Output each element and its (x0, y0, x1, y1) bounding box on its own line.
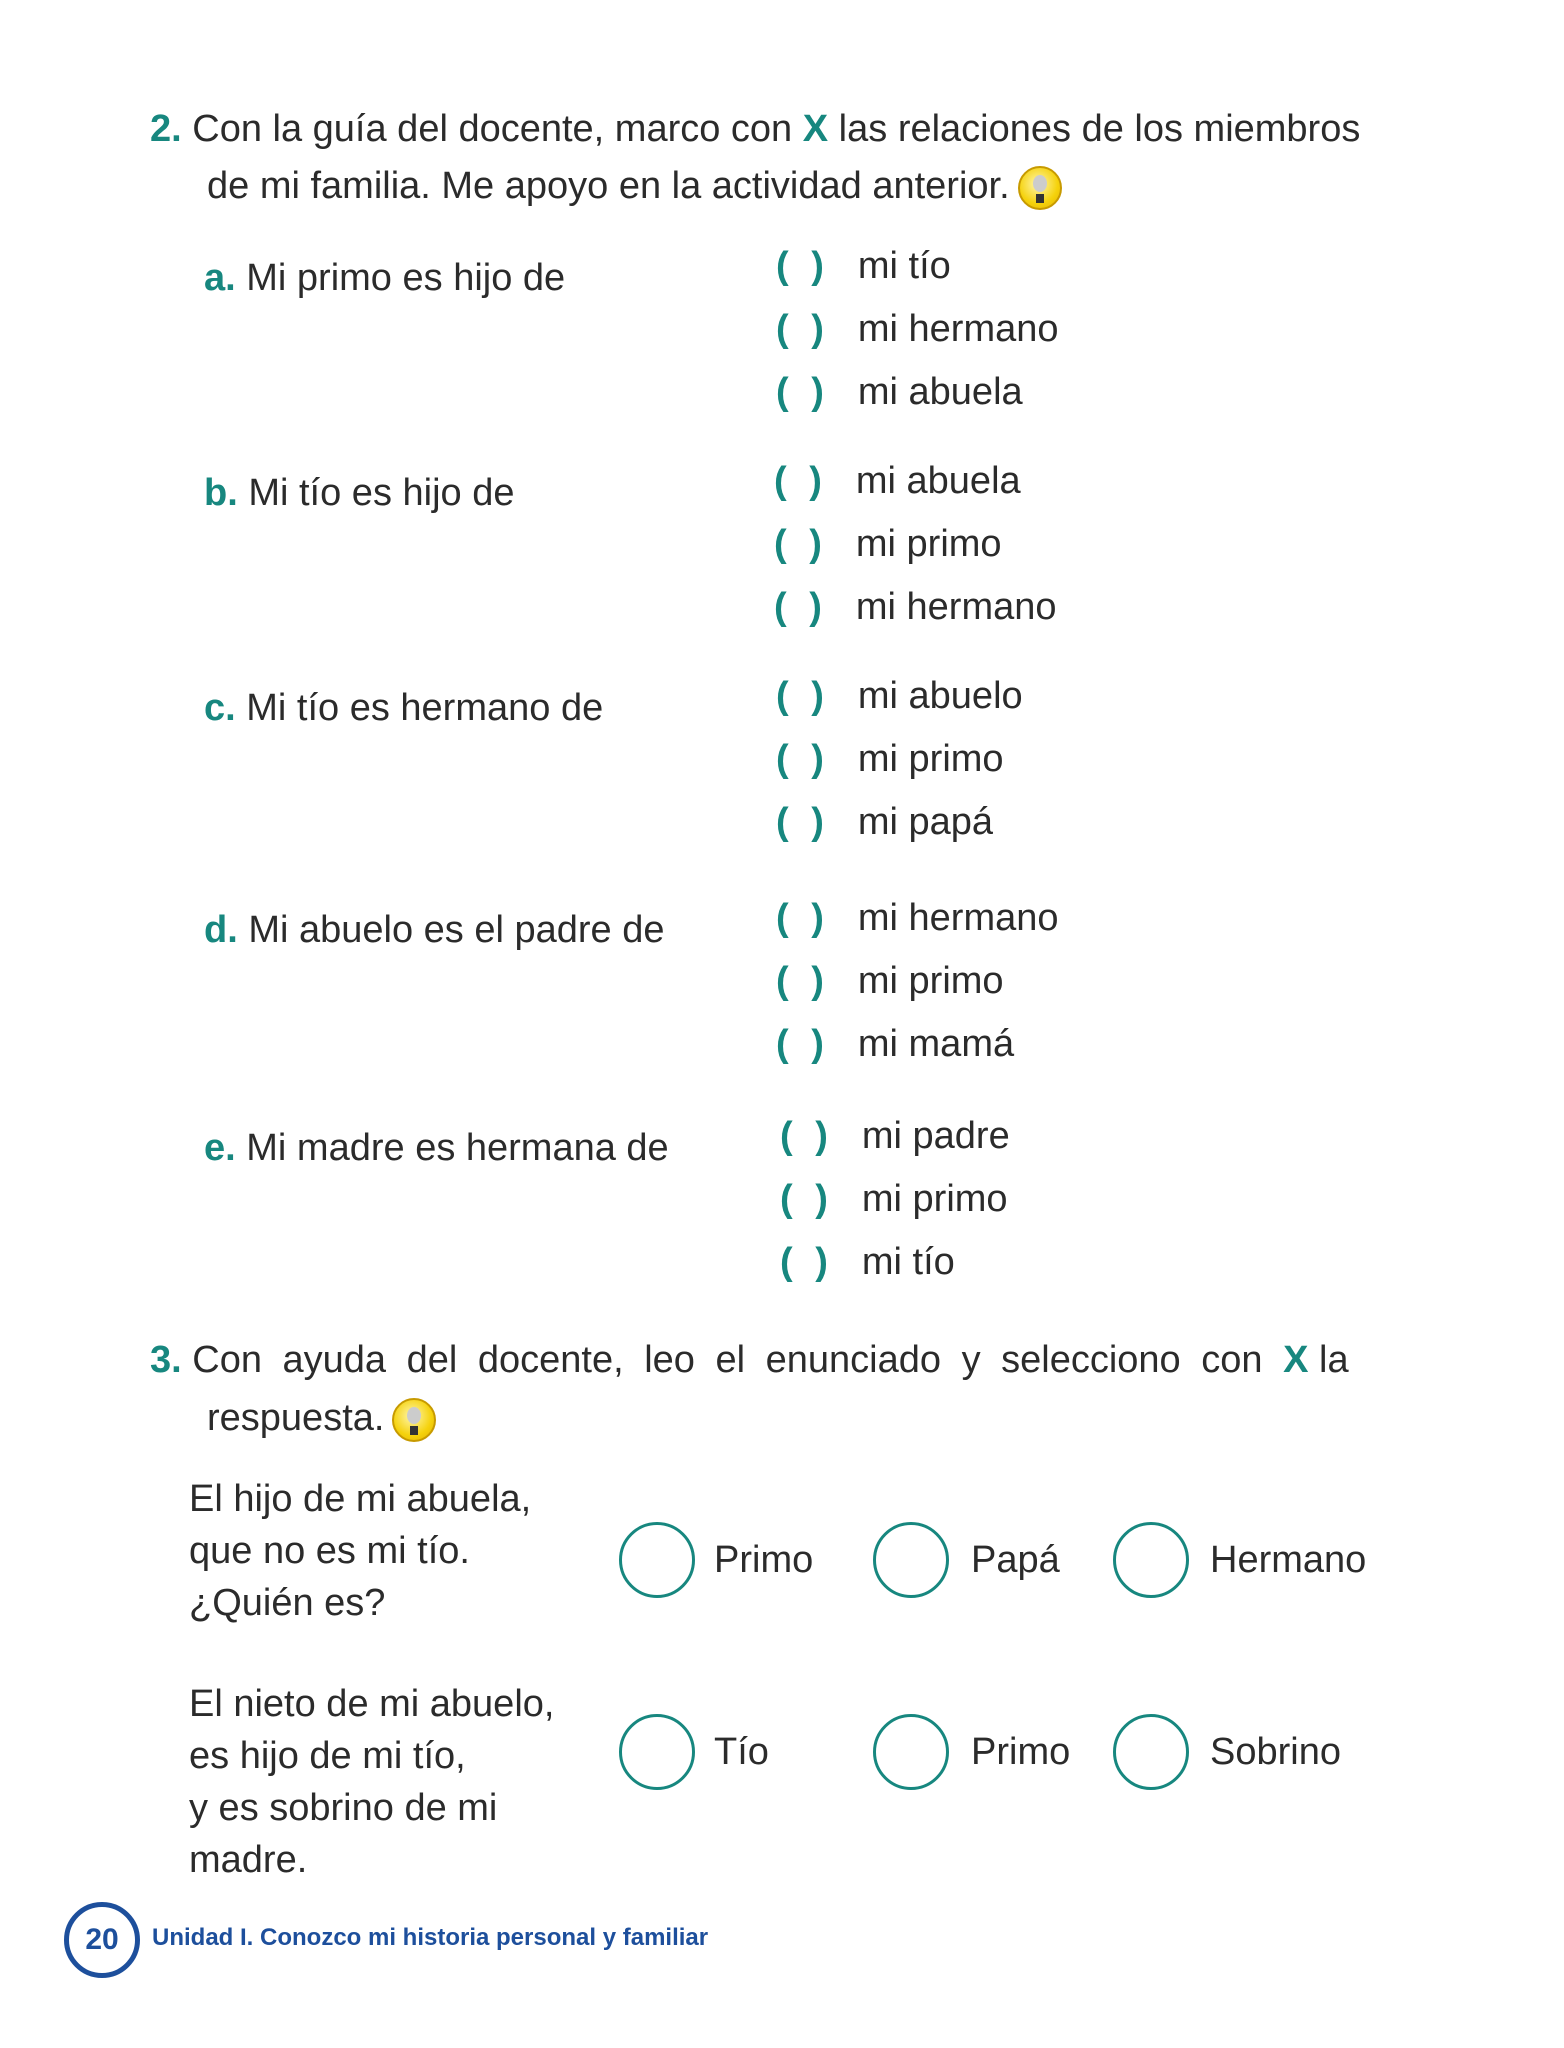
option-label: mi abuela (857, 371, 1023, 413)
instruction-text: Con la guía del docente, marco con (192, 108, 803, 150)
option-label: mi papá (857, 801, 994, 843)
item-letter: d. (204, 909, 238, 951)
option-row (776, 243, 951, 289)
item-text: Mi tío es hijo de (248, 472, 515, 514)
answer-circle[interactable] (873, 1714, 949, 1790)
answer-option-label: Sobrino (1210, 1731, 1341, 1773)
question-2-line-1 (150, 106, 1360, 152)
answer-parentheses[interactable]: ( ) (776, 371, 830, 413)
question-3-line-1 (150, 1337, 1370, 1383)
answer-option-label: Primo (971, 1731, 1071, 1773)
statement-line: El nieto de mi abuelo, (189, 1683, 555, 1725)
instruction-text: Con ayuda del docente, leo el enunciado y selecciono con (192, 1339, 1284, 1381)
option-row (776, 673, 1023, 719)
answer-parentheses[interactable]: ( ) (776, 960, 830, 1002)
option-label: mi mamá (857, 1023, 1015, 1065)
answer-parentheses[interactable]: ( ) (776, 801, 830, 843)
option-label: mi abuela (855, 460, 1021, 502)
item-text: Mi primo es hijo de (246, 257, 566, 299)
item-d (204, 907, 665, 953)
instruction-text: respuesta. (207, 1397, 385, 1439)
statement-line: es hijo de mi tío, (189, 1735, 466, 1777)
item-c (204, 685, 603, 731)
item-letter: c. (204, 687, 236, 729)
answer-parentheses[interactable]: ( ) (776, 675, 830, 717)
answer-parentheses[interactable]: ( ) (780, 1115, 834, 1157)
item-text: Mi abuelo es el padre de (248, 909, 665, 951)
answer-parentheses[interactable]: ( ) (776, 245, 830, 287)
option-label: mi primo (855, 523, 1002, 565)
statement-line: y es sobrino de mi (189, 1787, 498, 1829)
question-number: 2. (150, 108, 182, 150)
item-letter: b. (204, 472, 238, 514)
item-a (204, 255, 565, 301)
answer-parentheses[interactable]: ( ) (774, 586, 828, 628)
option-label: mi primo (857, 960, 1004, 1002)
option-row (780, 1239, 955, 1285)
option-row (776, 369, 1023, 415)
instruction-text: la (1308, 1339, 1349, 1381)
option-row (776, 1021, 1014, 1067)
item-b (204, 470, 514, 516)
option-row (780, 1113, 1010, 1159)
answer-parentheses[interactable]: ( ) (780, 1241, 834, 1283)
item-text: Mi tío es hermano de (246, 687, 604, 729)
unit-title: Unidad I. Conozco mi historia personal y familiar (152, 1924, 709, 1951)
answer-parentheses[interactable]: ( ) (776, 1023, 830, 1065)
option-label: mi padre (861, 1115, 1010, 1157)
statement-line: El hijo de mi abuela, (189, 1478, 532, 1520)
answer-option-label: Hermano (1210, 1539, 1367, 1581)
lightbulb-icon (1018, 166, 1062, 210)
answer-option-label: Tío (714, 1731, 769, 1773)
option-label: mi hermano (857, 897, 1059, 939)
option-row (776, 895, 1059, 941)
option-row (776, 958, 1004, 1004)
option-row (774, 584, 1057, 630)
answer-parentheses[interactable]: ( ) (774, 460, 828, 502)
question-3-line-2 (207, 1395, 436, 1442)
option-row (776, 799, 993, 845)
item-letter: a. (204, 257, 236, 299)
option-row (774, 521, 1002, 567)
answer-parentheses[interactable]: ( ) (774, 523, 828, 565)
option-label: mi primo (857, 738, 1004, 780)
item-e (204, 1125, 669, 1171)
option-row (780, 1176, 1008, 1222)
option-label: mi tío (861, 1241, 955, 1283)
answer-parentheses[interactable]: ( ) (780, 1178, 834, 1220)
option-row (774, 458, 1021, 504)
question-2-line-2 (207, 163, 1062, 210)
option-row (776, 736, 1004, 782)
option-row (776, 306, 1059, 352)
item-letter: e. (204, 1127, 236, 1169)
x-mark: X (802, 108, 829, 150)
x-mark: X (1283, 1339, 1309, 1381)
statement-line: ¿Quién es? (189, 1582, 386, 1624)
answer-parentheses[interactable]: ( ) (776, 738, 830, 780)
answer-circle[interactable] (873, 1522, 949, 1598)
answer-parentheses[interactable]: ( ) (776, 308, 830, 350)
statement-line: madre. (189, 1839, 308, 1881)
answer-option-label: Papá (971, 1539, 1060, 1581)
answer-circle[interactable] (619, 1522, 695, 1598)
instruction-text: las relaciones de los miembros (828, 108, 1361, 150)
page-number: 20 (64, 1902, 140, 1978)
option-label: mi hermano (855, 586, 1057, 628)
lightbulb-icon (392, 1398, 436, 1442)
answer-parentheses[interactable]: ( ) (776, 897, 830, 939)
answer-circle[interactable] (619, 1714, 695, 1790)
answer-circle[interactable] (1113, 1714, 1189, 1790)
statement-line: que no es mi tío. (189, 1530, 470, 1572)
answer-option-label: Primo (714, 1539, 814, 1581)
option-label: mi tío (857, 245, 951, 287)
instruction-text: de mi familia. Me apoyo en la actividad anterior. (207, 165, 1010, 207)
answer-circle[interactable] (1113, 1522, 1189, 1598)
option-label: mi primo (861, 1178, 1008, 1220)
option-label: mi abuelo (857, 675, 1023, 717)
question-number: 3. (150, 1339, 182, 1381)
item-text: Mi madre es hermana de (246, 1127, 669, 1169)
option-label: mi hermano (857, 308, 1059, 350)
